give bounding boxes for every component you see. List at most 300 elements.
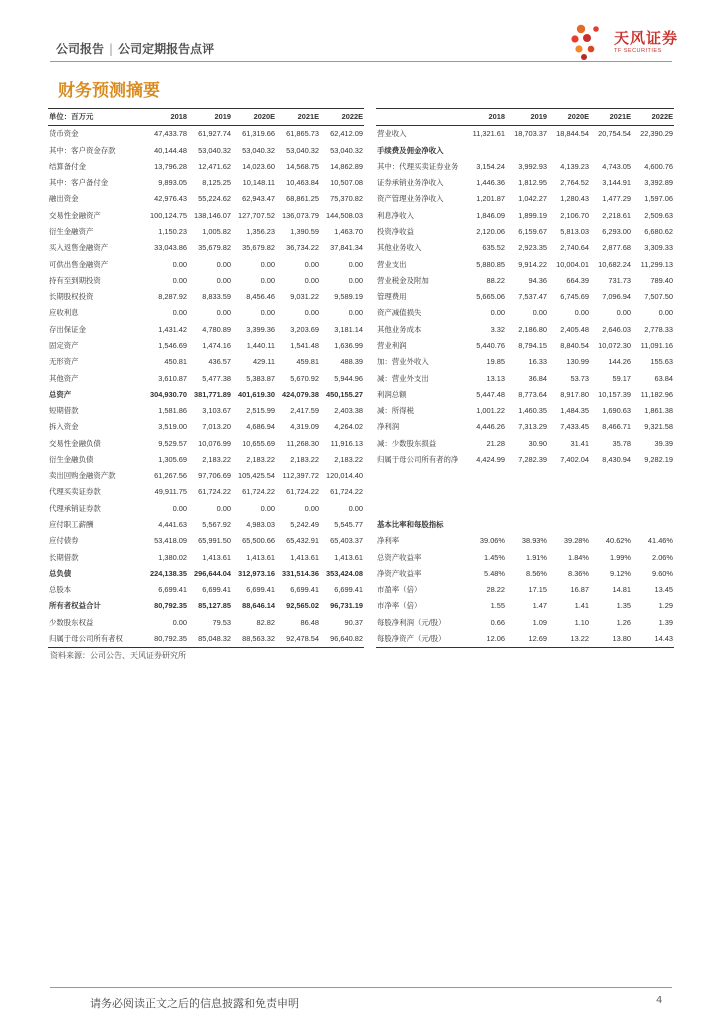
table-row [376, 533, 674, 549]
value-cell: 12.06 [464, 631, 506, 648]
row-label-cell: 归属于母公司所有者的净 [377, 454, 459, 464]
value-cell: 7,096.94 [602, 292, 631, 302]
table-row [376, 289, 674, 305]
value-cell: 4,600.76 [644, 161, 673, 171]
value-cell: 224,138.35 [150, 568, 187, 578]
value-cell: 9,282.19 [644, 454, 673, 464]
value-cell: 18,703.37 [514, 129, 547, 139]
value-cell: 2,923.35 [518, 243, 547, 253]
value-cell: 1,280.43 [560, 194, 589, 204]
value-cell: 65,432.91 [286, 536, 319, 546]
row-label-cell: 其中：代理买卖证券业务 [377, 161, 459, 171]
value-cell: 53,040.32 [286, 145, 319, 155]
value-cell: 2,764.52 [560, 178, 589, 188]
value-cell: 6,699.41 [202, 585, 231, 595]
table-row [376, 371, 674, 387]
value-cell: 3,519.00 [158, 422, 187, 432]
value-cell: 2,877.68 [602, 243, 631, 253]
value-cell: 4,780.89 [202, 324, 231, 334]
value-cell: 63.84 [654, 373, 673, 383]
value-cell [632, 143, 674, 159]
value-cell: 79.53 [212, 617, 231, 627]
value-cell: 1.47 [532, 601, 547, 611]
value-cell: 3,992.93 [518, 161, 547, 171]
table-row [376, 468, 674, 484]
value-cell: 2,183.22 [290, 454, 319, 464]
value-cell: 1,413.61 [246, 552, 275, 562]
value-cell: 14.81 [612, 585, 631, 595]
value-cell: 2,403.38 [334, 406, 363, 416]
value-cell: 436.57 [208, 357, 231, 367]
value-cell [548, 468, 590, 484]
value-cell: 0.66 [490, 617, 505, 627]
value-cell: 35,679.82 [198, 243, 231, 253]
value-cell: 0.00 [616, 308, 631, 318]
header-year-cell: 2020E [548, 109, 590, 126]
header-year-cell: 2018 [464, 109, 506, 126]
table-row [376, 208, 674, 224]
value-cell: 8,287.92 [158, 292, 187, 302]
value-cell: 82.82 [256, 617, 275, 627]
value-cell: 3,309.33 [644, 243, 673, 253]
value-cell: 1,201.87 [476, 194, 505, 204]
table-row [376, 436, 674, 452]
table-row [48, 338, 364, 354]
value-cell: 331,514.36 [282, 568, 319, 578]
row-label-cell: 其中：客户资金存款 [49, 145, 116, 155]
value-cell: 1,690.63 [602, 406, 631, 416]
value-cell: 11,299.13 [640, 259, 673, 269]
row-label-cell: 减：少数股东损益 [377, 438, 437, 448]
row-label-cell: 长期股权投资 [49, 292, 94, 302]
value-cell: 8,430.94 [602, 454, 631, 464]
value-cell: 0.00 [574, 308, 589, 318]
value-cell: 85,127.85 [198, 601, 231, 611]
value-cell [632, 484, 674, 500]
row-label-cell: 减：所得税 [377, 406, 414, 416]
row-label-cell: 固定资产 [49, 340, 79, 350]
value-cell: 14.43 [632, 631, 674, 648]
value-cell: 429.11 [252, 357, 275, 367]
header-year-cell: 2018 [144, 109, 188, 126]
table-row [48, 257, 364, 273]
value-cell: 112,397.72 [282, 471, 319, 481]
value-cell: 53,040.32 [242, 145, 275, 155]
value-cell: 41.46% [647, 536, 673, 546]
value-cell: 789.40 [650, 275, 673, 285]
page-number: 4 [656, 995, 663, 1006]
disclaimer-text: 请务必阅读正文之后的信息披露和免责申明 [90, 997, 299, 1010]
balance-sheet-table [48, 108, 364, 648]
row-label-cell: 总股本 [49, 585, 72, 595]
value-cell: 42,976.43 [154, 194, 187, 204]
value-cell: 0.00 [260, 259, 275, 269]
value-cell: 13.13 [486, 373, 505, 383]
value-cell [506, 517, 548, 533]
value-cell: 120,014.40 [326, 471, 363, 481]
row-label-cell: 持有至到期投资 [49, 275, 101, 285]
value-cell: 381,771.89 [194, 389, 231, 399]
row-label-cell: 总资产收益率 [377, 552, 422, 562]
header-divider [50, 61, 672, 62]
value-cell: 40,144.48 [154, 145, 187, 155]
value-cell: 0.00 [260, 503, 275, 513]
value-cell: 100,124.75 [150, 210, 187, 220]
row-label-cell: 归属于母公司所有者权 [48, 631, 144, 648]
value-cell: 1.26 [616, 617, 631, 627]
value-cell: 0.00 [532, 308, 547, 318]
value-cell: 353,424.08 [326, 568, 363, 578]
value-cell: 53,040.32 [330, 145, 363, 155]
row-label-cell [376, 501, 464, 517]
subcategory-label: 公司定期报告点评 [118, 42, 215, 56]
table-row [376, 598, 674, 614]
value-cell: 16.87 [570, 585, 589, 595]
value-cell: 6,699.41 [290, 585, 319, 595]
row-label-cell: 衍生金融资产 [49, 226, 94, 236]
value-cell: 5,670.92 [290, 373, 319, 383]
table-row [48, 175, 364, 191]
table-row [48, 419, 364, 435]
row-label-cell: 投资净收益 [377, 226, 414, 236]
value-cell: 11,916.13 [330, 438, 363, 448]
row-label-cell: 营业收入 [377, 129, 407, 139]
value-cell: 13,796.28 [154, 161, 187, 171]
value-cell [632, 468, 674, 484]
value-cell: 6,293.00 [602, 226, 631, 236]
value-cell: 1,474.16 [202, 340, 231, 350]
table-row [376, 273, 674, 289]
value-cell: 5,567.92 [202, 520, 231, 530]
value-cell: 1.41 [574, 601, 589, 611]
value-cell: 10,655.69 [242, 438, 275, 448]
value-cell: 21.28 [486, 438, 505, 448]
value-cell: 39.39 [654, 438, 673, 448]
value-cell: 5,545.77 [334, 520, 363, 530]
value-cell: 11,091.16 [640, 340, 673, 350]
value-cell: 3,610.87 [158, 373, 187, 383]
header-year-cell: 2020E [232, 109, 276, 126]
header-year-cell: 2021E [276, 109, 320, 126]
value-cell: 2,405.48 [560, 324, 589, 334]
row-label-cell: 长期借款 [49, 552, 79, 562]
value-cell: 88,563.32 [232, 631, 276, 648]
row-label-cell [376, 468, 464, 484]
value-cell: 4,441.63 [158, 520, 187, 530]
table-row [48, 501, 364, 517]
table-row [48, 517, 364, 533]
row-label-cell: 营业利润 [377, 340, 407, 350]
value-cell: 38.93% [521, 536, 547, 546]
value-cell: 9.60% [652, 568, 673, 578]
row-label-cell: 应付职工薪酬 [49, 520, 94, 530]
value-cell: 4,264.02 [334, 422, 363, 432]
value-cell: 0.00 [260, 275, 275, 285]
value-cell: 61,724.22 [242, 487, 275, 497]
row-label-cell: 净利率 [377, 536, 400, 546]
table-row [48, 615, 364, 631]
value-cell: 1,150.23 [158, 226, 187, 236]
value-cell: 0.00 [348, 259, 363, 269]
row-label-cell: 加：营业外收入 [377, 357, 429, 367]
value-cell: 3,103.67 [202, 406, 231, 416]
value-cell: 0.00 [348, 308, 363, 318]
value-cell: 296,644.04 [194, 568, 231, 578]
value-cell: 53,418.09 [154, 536, 187, 546]
value-cell: 1,597.06 [644, 194, 673, 204]
row-label-cell: 营业支出 [377, 259, 407, 269]
table-row [376, 484, 674, 500]
value-cell: 5,440.76 [476, 340, 505, 350]
row-label-cell: 其他业务收入 [377, 243, 422, 253]
value-cell: 97,706.69 [198, 471, 231, 481]
value-cell: 0.00 [304, 308, 319, 318]
brand-subtitle: TF SECURITIES [614, 48, 662, 54]
value-cell: 61,267.56 [154, 471, 187, 481]
table-row [48, 582, 364, 598]
value-cell: 0.00 [172, 308, 187, 318]
value-cell [464, 501, 506, 517]
header-year-cell: 2021E [590, 109, 632, 126]
value-cell: 2,186.80 [518, 324, 547, 334]
table-row [376, 191, 674, 207]
value-cell: 2.06% [652, 552, 673, 562]
value-cell: 47,433.78 [154, 129, 187, 139]
value-cell: 1,413.61 [334, 552, 363, 562]
table-row [376, 566, 674, 582]
row-label-cell: 应付债券 [49, 536, 79, 546]
value-cell: 635.52 [482, 243, 505, 253]
value-cell: 6,680.62 [644, 226, 673, 236]
table-row [376, 305, 674, 321]
table-row [376, 338, 674, 354]
value-cell: 85,048.32 [188, 631, 232, 648]
value-cell: 6,699.41 [158, 585, 187, 595]
value-cell [506, 501, 548, 517]
value-cell: 155.63 [650, 357, 673, 367]
value-cell: 61,724.22 [286, 487, 319, 497]
value-cell: 5.48% [484, 568, 505, 578]
value-cell: 488.39 [340, 357, 363, 367]
value-cell: 3,154.24 [476, 161, 505, 171]
value-cell: 2,183.22 [202, 454, 231, 464]
value-cell: 8,125.25 [202, 178, 231, 188]
table-row [48, 273, 364, 289]
income-statement-table [376, 108, 674, 648]
table-row [48, 354, 364, 370]
table-row [48, 159, 364, 175]
value-cell: 75,370.82 [330, 194, 363, 204]
table-row [376, 550, 674, 566]
value-cell: 5,242.49 [290, 520, 319, 530]
row-label-cell: 存出保证金 [49, 324, 86, 334]
value-cell [548, 501, 590, 517]
value-cell: 62,412.09 [330, 129, 363, 139]
value-cell: 90.37 [344, 617, 363, 627]
value-cell: 10,148.11 [242, 178, 275, 188]
value-cell: 3,392.89 [644, 178, 673, 188]
value-cell: 1.55 [490, 601, 505, 611]
row-label-cell: 基本比率和每股指标 [377, 519, 444, 529]
value-cell: 5,880.85 [476, 259, 505, 269]
value-cell: 3,203.69 [290, 324, 319, 334]
value-cell: 8,917.80 [560, 389, 589, 399]
value-cell: 130.99 [566, 357, 589, 367]
value-cell: 18,844.54 [556, 129, 589, 139]
value-cell: 68,861.25 [286, 194, 319, 204]
table-row [48, 468, 364, 484]
value-cell: 17.15 [528, 585, 547, 595]
value-cell: 1,861.38 [644, 406, 673, 416]
value-cell: 9.12% [610, 568, 631, 578]
value-cell: 3.32 [490, 324, 505, 334]
value-cell: 80,792.35 [154, 601, 187, 611]
value-cell: 92,478.54 [276, 631, 320, 648]
row-label-cell: 资产管理业务净收入 [377, 194, 444, 204]
table-row [376, 452, 674, 468]
value-cell: 8,833.59 [202, 292, 231, 302]
row-label-cell: 其他资产 [49, 373, 79, 383]
value-cell: 0.00 [216, 259, 231, 269]
value-cell: 1,413.61 [202, 552, 231, 562]
row-label-cell: 应收利息 [49, 308, 79, 318]
value-cell: 36,734.22 [286, 243, 319, 253]
table-row [376, 126, 674, 143]
value-cell: 61,724.22 [198, 487, 231, 497]
value-cell: 20,754.54 [598, 129, 631, 139]
value-cell: 144.26 [608, 357, 631, 367]
value-cell: 5,813.03 [560, 226, 589, 236]
value-cell [590, 501, 632, 517]
row-label-cell: 市净率（倍） [377, 601, 422, 611]
value-cell: 8,794.15 [518, 340, 547, 350]
table-header-row [48, 109, 364, 126]
value-cell: 65,991.50 [198, 536, 231, 546]
value-cell [590, 484, 632, 500]
value-cell: 2,183.22 [334, 454, 363, 464]
value-cell: 13.45 [654, 585, 673, 595]
row-label-cell: 每股净利润（元/股） [377, 617, 446, 627]
table-row [376, 403, 674, 419]
value-cell [590, 143, 632, 159]
value-cell: 4,424.99 [476, 454, 505, 464]
table-row [48, 566, 364, 582]
value-cell: 31.41 [570, 438, 589, 448]
row-label-cell: 融出资金 [49, 194, 79, 204]
table-row [48, 387, 364, 403]
value-cell: 10,072.30 [598, 340, 631, 350]
value-cell: 55,224.62 [198, 194, 231, 204]
value-cell: 94.36 [528, 275, 547, 285]
value-cell: 7,402.04 [560, 454, 589, 464]
header-label-cell [376, 109, 464, 126]
table-row [376, 582, 674, 598]
value-cell [506, 468, 548, 484]
header-year-cell: 2019 [188, 109, 232, 126]
value-cell: 1,477.29 [602, 194, 631, 204]
value-cell: 1,440.11 [246, 340, 275, 350]
table-row [48, 598, 364, 614]
table-row [376, 354, 674, 370]
value-cell: 7,282.39 [518, 454, 547, 464]
value-cell: 2,515.99 [246, 406, 275, 416]
value-cell: 59.17 [612, 373, 631, 383]
value-cell: 1.91% [526, 552, 547, 562]
value-cell: 88,646.14 [242, 601, 275, 611]
value-cell: 35.78 [612, 438, 631, 448]
value-cell [590, 468, 632, 484]
table-row [48, 240, 364, 256]
value-cell: 144,508.03 [326, 210, 363, 220]
table-row [376, 501, 674, 517]
category-label: 公司报告 [56, 42, 105, 56]
row-label-cell: 货币资金 [49, 129, 79, 139]
value-cell: 105,425.54 [238, 471, 275, 481]
table-row [48, 436, 364, 452]
table-row [376, 143, 674, 159]
value-cell: 96,731.19 [330, 601, 363, 611]
value-cell: 1,380.02 [158, 552, 187, 562]
value-cell: 1,846.09 [476, 210, 505, 220]
value-cell: 61,927.74 [198, 129, 231, 139]
value-cell: 5,944.96 [334, 373, 363, 383]
value-cell: 1,413.61 [290, 552, 319, 562]
brand-name: 天风证券 [614, 29, 679, 47]
value-cell: 450.81 [164, 357, 187, 367]
value-cell: 401,619.30 [238, 389, 275, 399]
value-cell: 5,665.06 [476, 292, 505, 302]
value-cell: 10,004.01 [556, 259, 589, 269]
value-cell: 8,456.46 [246, 292, 275, 302]
value-cell [632, 517, 674, 533]
value-cell: 8.56% [526, 568, 547, 578]
value-cell: 2,183.22 [246, 454, 275, 464]
value-cell [464, 143, 506, 159]
table-row [48, 550, 364, 566]
value-cell: 7,507.50 [644, 292, 673, 302]
value-cell: 731.73 [608, 275, 631, 285]
value-cell: 2,740.64 [560, 243, 589, 253]
value-cell: 0.00 [172, 259, 187, 269]
value-cell: 1,446.36 [476, 178, 505, 188]
value-cell: 36.84 [528, 373, 547, 383]
value-cell: 1.10 [574, 617, 589, 627]
value-cell: 1,305.69 [158, 454, 187, 464]
value-cell: 9,529.57 [158, 438, 187, 448]
row-label-cell: 衍生金融负债 [49, 454, 94, 464]
value-cell: 4,743.05 [602, 161, 631, 171]
row-label-cell: 其他业务成本 [377, 324, 422, 334]
value-cell [548, 143, 590, 159]
value-cell: 450,155.27 [326, 389, 363, 399]
value-cell [632, 501, 674, 517]
value-cell: 4,319.09 [290, 422, 319, 432]
value-cell: 10,157.39 [598, 389, 631, 399]
table-row [48, 322, 364, 338]
header-label-cell: 单位：百万元 [48, 109, 144, 126]
value-cell: 5,383.87 [246, 373, 275, 383]
table-row [48, 631, 364, 648]
table-row [48, 484, 364, 500]
value-cell: 14,568.75 [286, 161, 319, 171]
data-source-note: 资料来源：公司公告、天风证券研究所 [50, 651, 186, 660]
value-cell: 0.00 [216, 503, 231, 513]
footer-divider [50, 987, 672, 988]
value-cell: 61,865.73 [286, 129, 319, 139]
value-cell: 1,541.48 [290, 340, 319, 350]
value-cell: 62,943.47 [242, 194, 275, 204]
row-label-cell: 市盈率（倍） [377, 585, 422, 595]
